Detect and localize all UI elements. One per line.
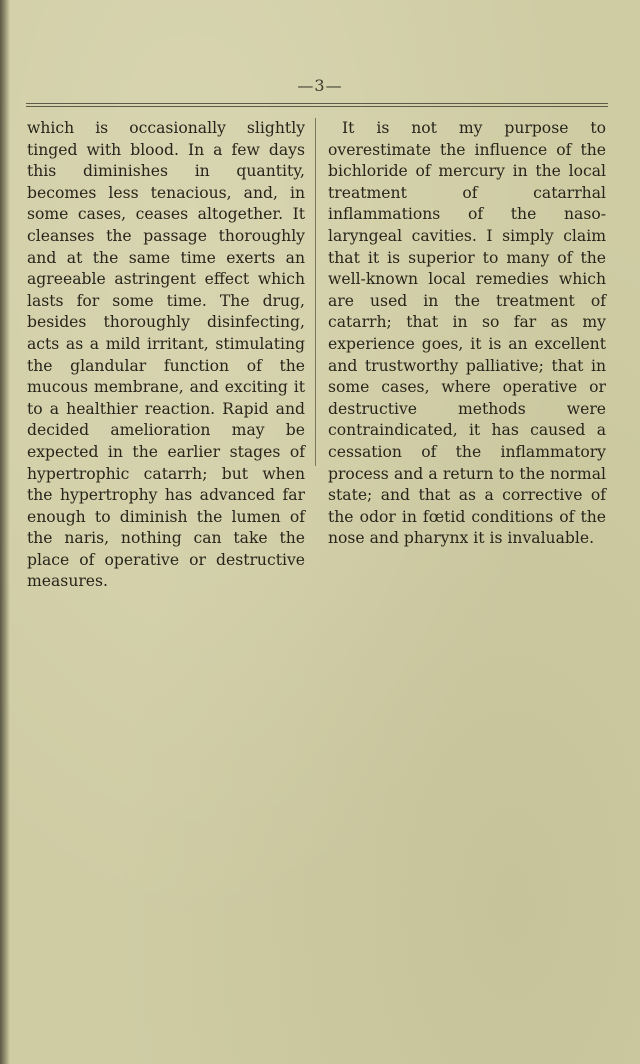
header-rule-top xyxy=(26,103,608,104)
right-column-paragraph: It is not my purpose to overestimate the influence of the bichloride of mercury in the local treatment of catarrhal inflammations of the naso-laryngeal cavities. I simply claim that it is superior to many of the well-known local remedies which are used in the treatment of catarrh; that in so far as my experience goes, it is an excellent and trustworthy palliative; that in some cases, where operative or destructive methods were contraindicated, it has caused a cessation of the inflammatory process and a return to the normal state; and that as a corrective of the odor in fœtid conditions of the nose and pharynx it is invaluable. xyxy=(328,119,606,548)
left-column-paragraph: which is occasionally slightly tinged with blood. In a few days this diminishes in quantity, becomes less tenacious, and, in some cases, ceases altogether. It cleanses the passage thoroughly and at the same time exerts an agreeable astringent effect which lasts for some time. The drug, besides thoroughly disinfecting, acts as a mild irritant, stimulating the glandular function of the mucous membrane, and exciting it to a healthier reaction. Rapid and decided amelioration may be expected in the earlier stages of hypertrophic catarrh; but when the hypertrophy has advanced far enough to diminish the lumen of the naris, nothing can take the place of operative or destructive measures. xyxy=(27,119,305,591)
column-divider xyxy=(315,118,316,466)
header-rule-bottom xyxy=(26,106,608,107)
right-column xyxy=(328,118,606,550)
left-column xyxy=(27,118,305,593)
page-number: —3— xyxy=(297,76,343,95)
book-spine-shadow xyxy=(0,0,10,1064)
